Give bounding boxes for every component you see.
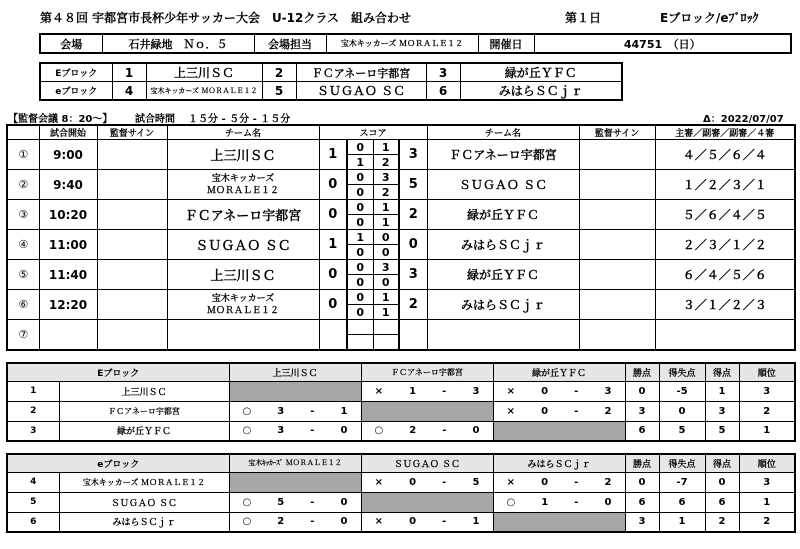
h1-score-a: 0 — [347, 200, 373, 215]
sign-box[interactable] — [97, 230, 167, 260]
result-dash: - — [574, 476, 579, 488]
sign-box[interactable] — [579, 260, 655, 290]
match-no: ④ — [7, 230, 39, 260]
team-no: 3 — [426, 63, 460, 82]
h2-score-a: 0 — [347, 305, 373, 320]
match-time — [39, 320, 97, 350]
standings-col-team: ＳＵＧＡＯ ＳＣ — [361, 454, 493, 472]
block-row — [40, 82, 622, 101]
standings-result-cell — [493, 401, 625, 421]
result-mark: ○ — [242, 405, 252, 417]
sign-box[interactable] — [97, 320, 167, 350]
result-goals-against: 1 — [340, 405, 348, 417]
standings-stat-header: 得点 — [705, 454, 739, 472]
team1-name — [167, 170, 319, 200]
team-name: みはらＳＣｊｒ — [460, 82, 622, 101]
schedule-table — [6, 124, 796, 351]
referees: ６／４／５／６ — [655, 260, 795, 290]
standings-goals-for: 6 — [705, 492, 739, 512]
team-no: 1 — [112, 63, 146, 82]
standings-points: 6 — [625, 421, 659, 441]
team1-total: 0 — [319, 260, 347, 290]
result-dash: - — [574, 385, 579, 397]
referees-header: 主審／副審／副審／４審 — [655, 125, 795, 140]
match-time-label: 試合時間 — [135, 114, 175, 125]
result-dash: - — [310, 516, 315, 528]
standings-goals-for: 0 — [705, 472, 739, 492]
standings-self-cell — [229, 381, 361, 401]
result-goals-against: 0 — [604, 496, 612, 508]
standings-stat-header: 勝点 — [625, 454, 659, 472]
sign-box[interactable] — [97, 170, 167, 200]
result-dash: - — [310, 405, 315, 417]
team2-total: 0 — [399, 230, 427, 260]
team2-total: 2 — [399, 200, 427, 230]
standings-team-no: 3 — [7, 421, 59, 441]
standings-row — [7, 381, 795, 401]
result-goals-for: 1 — [409, 385, 417, 397]
team-no: 6 — [426, 82, 460, 101]
standings-team-name: みはらＳＣｊｒ — [59, 512, 229, 532]
h2-score-b: 2 — [373, 155, 399, 170]
match-row — [7, 140, 795, 155]
standings-points: 6 — [625, 492, 659, 512]
standings-goal-diff: 0 — [659, 401, 705, 421]
standings-self-cell — [361, 401, 493, 421]
result-mark: × — [374, 385, 383, 397]
score-header: スコア — [319, 125, 427, 140]
sign-box[interactable] — [97, 200, 167, 230]
standings-goal-diff: 6 — [659, 492, 705, 512]
block-name: eブロック — [40, 82, 112, 101]
result-mark: ○ — [242, 496, 252, 508]
team-name: ＦＣアネーロ宇都宮 — [296, 63, 426, 82]
result-goals-for: 0 — [409, 516, 417, 528]
standings-goals-for: 3 — [705, 401, 739, 421]
standings-result-cell — [361, 472, 493, 492]
standings-row — [7, 401, 795, 421]
team2-name: みはらＳＣｊｒ — [427, 290, 579, 320]
team-name: 上三川ＳＣ — [146, 63, 262, 82]
h2-score-a: 1 — [347, 155, 373, 170]
match-no: ② — [7, 170, 39, 200]
standings-goals-for: 2 — [705, 512, 739, 532]
result-dash: - — [442, 476, 447, 488]
team2-name: 緑が丘ＹＦＣ — [427, 260, 579, 290]
team2-total — [399, 320, 427, 350]
sign2-header: 監督サイン — [579, 125, 655, 140]
standings-result-cell — [493, 492, 625, 512]
standings-result-cell — [229, 401, 361, 421]
team1-name — [167, 200, 319, 230]
result-dash: - — [574, 496, 579, 508]
meeting-time: 【監督会議 8：20～】 — [8, 114, 113, 125]
standings-self-cell — [493, 421, 625, 441]
team2-total: 3 — [399, 260, 427, 290]
venue-label: 会場 — [40, 34, 102, 53]
manager-value: 宝木キッカーズ ＭＯＲＡＬＥ１２ — [326, 34, 478, 53]
sign-box[interactable] — [97, 260, 167, 290]
standings-col-team: 緑が丘ＹＦＣ — [493, 363, 625, 381]
sign-header: 監督サイン — [97, 125, 167, 140]
schedule-header-row — [7, 125, 795, 140]
standings-team-no: 4 — [7, 472, 59, 492]
result-goals-for: 0 — [541, 405, 549, 417]
start-header: 試合開始 — [39, 125, 97, 140]
team2-total: 3 — [399, 140, 427, 170]
standings-col-team: 上三川ＳＣ — [229, 363, 361, 381]
h1-score-b: 1 — [373, 140, 399, 155]
match-no: ⑤ — [7, 260, 39, 290]
standings-table — [6, 453, 796, 533]
result-dash: - — [442, 425, 447, 437]
standings-team-name: 宝木キッカーズ ＭＯＲＡＬＥ１２ — [59, 472, 229, 492]
result-dash: - — [442, 385, 447, 397]
standings-stat-header: 順位 — [739, 454, 795, 472]
standings-header-row — [7, 363, 795, 381]
team1-total: 0 — [319, 290, 347, 320]
standings-team-no: 1 — [7, 381, 59, 401]
result-goals-for: 0 — [409, 476, 417, 488]
standings-self-cell — [493, 512, 625, 532]
standings-team-name: 緑が丘ＹＦＣ — [59, 421, 229, 441]
h2-score-b: 0 — [373, 245, 399, 260]
result-dash: - — [442, 516, 447, 528]
standings-result-cell — [229, 492, 361, 512]
team1-name — [167, 140, 319, 170]
standings-rank: 3 — [739, 381, 795, 401]
team1-name — [167, 260, 319, 290]
match-no: ⑦ — [7, 320, 39, 350]
standings-team-no: 6 — [7, 512, 59, 532]
team2-header: チーム名 — [427, 125, 579, 140]
result-goals-against: 2 — [604, 405, 612, 417]
standings-points: 3 — [625, 401, 659, 421]
standings-team-name: 上三川ＳＣ — [59, 381, 229, 401]
block-label: Eブロック/eﾌﾞﾛｯｸ — [660, 11, 759, 25]
h1-score-b: 1 — [373, 290, 399, 305]
standings-row — [7, 492, 795, 512]
team-no: 5 — [262, 82, 296, 101]
result-mark: ○ — [242, 425, 252, 437]
team1-total: 1 — [319, 230, 347, 260]
team1-total: 0 — [319, 200, 347, 230]
standings-rank: 2 — [739, 512, 795, 532]
result-mark: × — [506, 385, 515, 397]
match-row — [7, 320, 795, 335]
standings-stat-header: 得点 — [705, 363, 739, 381]
referees: １／２／３／１ — [655, 170, 795, 200]
team1-name-line1: 宝木キッカーズ — [211, 293, 275, 304]
standings-result-cell — [229, 512, 361, 532]
sign-box[interactable] — [579, 230, 655, 260]
date-label: 開催日 — [478, 34, 534, 53]
team1-name-line1: 上三川ＳＣ — [210, 269, 276, 284]
result-goals-for: 0 — [541, 385, 549, 397]
result-mark: × — [374, 516, 383, 528]
standings-points: 3 — [625, 512, 659, 532]
team1-name-line1: 上三川ＳＣ — [210, 149, 276, 164]
standings-goals-for: 1 — [705, 381, 739, 401]
sign-box[interactable] — [579, 200, 655, 230]
result-goals-against: 0 — [340, 516, 348, 528]
standings-goals-for: 5 — [705, 421, 739, 441]
date-value: 44751 （日） — [534, 34, 791, 53]
standings-rank: 2 — [739, 401, 795, 421]
team1-name-line2: ＭＯＲＡＬＥ１２ — [206, 305, 279, 316]
result-goals-against: 3 — [472, 385, 480, 397]
referees: ５／６／４／５ — [655, 200, 795, 230]
h2-score-a: 0 — [347, 275, 373, 290]
match-time: 11:40 — [39, 260, 97, 290]
standings-goal-diff: -7 — [659, 472, 705, 492]
sign-box[interactable] — [97, 290, 167, 320]
result-dash: - — [574, 405, 579, 417]
team-header: チーム名 — [167, 125, 319, 140]
standings-col-team: ＦＣアネーロ宇都宮 — [361, 363, 493, 381]
match-time: 11:00 — [39, 230, 97, 260]
h1-score-b — [373, 320, 399, 335]
standings-result-cell — [229, 421, 361, 441]
team1-name-line1: 宝木キッカーズ — [211, 173, 275, 184]
updated-date: Δ：2022/07/07 — [703, 114, 784, 125]
block-teams-table — [39, 62, 623, 101]
referees: ４／５／６／４ — [655, 140, 795, 170]
standings-result-cell — [493, 472, 625, 492]
match-no: ① — [7, 140, 39, 170]
block-row — [40, 63, 622, 82]
result-goals-against: 0 — [340, 425, 348, 437]
result-mark: ○ — [506, 496, 516, 508]
match-time: 12:20 — [39, 290, 97, 320]
team-name: ＳＵＧＡＯ ＳＣ — [296, 82, 426, 101]
standings-row — [7, 421, 795, 441]
standings-self-cell — [229, 472, 361, 492]
sign-box[interactable] — [579, 320, 655, 350]
result-mark: × — [374, 476, 383, 488]
match-time: 10:20 — [39, 200, 97, 230]
standings-stat-header: 得失点 — [659, 454, 705, 472]
sign-box[interactable] — [579, 140, 655, 170]
match-row — [7, 290, 795, 305]
standings-block-name: Eブロック — [7, 363, 229, 381]
result-mark: × — [506, 405, 515, 417]
standings-result-cell — [361, 512, 493, 532]
result-goals-against: 3 — [604, 385, 612, 397]
result-goals-for: 3 — [277, 405, 285, 417]
result-dash: - — [310, 425, 315, 437]
standings-col-team: 宝木ｷｯｶｰｽﾞ ＭＯＲＡＬＥ１２ — [229, 454, 361, 472]
match-row — [7, 200, 795, 215]
result-mark: ○ — [242, 516, 252, 528]
team-no: 2 — [262, 63, 296, 82]
team1-name-line1: ＳＵＧＡＯ ＳＣ — [195, 239, 291, 254]
standings-team-no: 5 — [7, 492, 59, 512]
match-row — [7, 170, 795, 185]
result-goals-against: 5 — [472, 476, 480, 488]
standings-stat-header: 得失点 — [659, 363, 705, 381]
result-goals-for: 2 — [277, 516, 285, 528]
standings-team-no: 2 — [7, 401, 59, 421]
referees: ２／３／１／２ — [655, 230, 795, 260]
team2-name — [427, 320, 579, 350]
result-mark: × — [506, 476, 515, 488]
standings-rank: 1 — [739, 492, 795, 512]
team1-name — [167, 290, 319, 320]
h1-score-a: 0 — [347, 170, 373, 185]
result-mark: ○ — [374, 425, 384, 437]
team1-name-line2: ＭＯＲＡＬＥ１２ — [206, 185, 279, 196]
h2-score-a — [347, 335, 373, 350]
referees — [655, 320, 795, 350]
match-row — [7, 260, 795, 275]
match-no: ③ — [7, 200, 39, 230]
team1-name — [167, 320, 319, 350]
team-no: 4 — [112, 82, 146, 101]
team1-name-line1: ＦＣアネーロ宇都宮 — [184, 209, 302, 224]
match-time: 9:00 — [39, 140, 97, 170]
standings-header-row — [7, 454, 795, 472]
standings-stat-header: 順位 — [739, 363, 795, 381]
standings-row — [7, 512, 795, 532]
standings-points: 0 — [625, 472, 659, 492]
team2-total: 2 — [399, 290, 427, 320]
page-title: 第４８回 宇都宮市長杯少年サッカー大会 U-12クラス 組み合わせ — [40, 11, 412, 25]
match-time-value: １５分 - ５分 - １５分 — [188, 114, 291, 125]
team1-total: 0 — [319, 170, 347, 200]
day-label: 第１日 — [565, 11, 602, 25]
standings-col-team: みはらＳＣｊｒ — [493, 454, 625, 472]
h1-score-a: 0 — [347, 260, 373, 275]
h1-score-b: 1 — [373, 200, 399, 215]
match-row — [7, 230, 795, 245]
result-goals-against: 1 — [472, 516, 480, 528]
standings-goal-diff: 5 — [659, 421, 705, 441]
standings-goal-diff: -5 — [659, 381, 705, 401]
h2-score-a: 0 — [347, 185, 373, 200]
sign-box[interactable] — [579, 170, 655, 200]
block-name: Eブロック — [40, 63, 112, 82]
standings-stat-header: 勝点 — [625, 363, 659, 381]
referees: ３／１／２／３ — [655, 290, 795, 320]
team2-name: ＳＵＧＡＯ ＳＣ — [427, 170, 579, 200]
standings-row — [7, 472, 795, 492]
standings-result-cell — [361, 421, 493, 441]
team-name: 緑が丘ＹＦＣ — [460, 63, 622, 82]
result-goals-for: 2 — [409, 425, 417, 437]
h2-score-b: 1 — [373, 215, 399, 230]
h1-score-b: 0 — [373, 230, 399, 245]
standings-rank: 3 — [739, 472, 795, 492]
team2-name: 緑が丘ＹＦＣ — [427, 200, 579, 230]
match-time: 9:40 — [39, 170, 97, 200]
team2-total: 5 — [399, 170, 427, 200]
team-name: 宝木キッカーズ ＭＯＲＡＬＥ１２ — [146, 82, 262, 101]
result-goals-for: 5 — [277, 496, 285, 508]
result-dash: - — [310, 496, 315, 508]
standings-points: 0 — [625, 381, 659, 401]
sign-box[interactable] — [97, 140, 167, 170]
h1-score-b: 3 — [373, 260, 399, 275]
team2-name: みはらＳＣｊｒ — [427, 230, 579, 260]
h1-score-b: 3 — [373, 170, 399, 185]
standings-goal-diff: 1 — [659, 512, 705, 532]
standings-result-cell — [361, 381, 493, 401]
h1-score-a: 0 — [347, 290, 373, 305]
result-goals-for: 1 — [541, 496, 549, 508]
h2-score-b: 0 — [373, 275, 399, 290]
team1-total: 1 — [319, 140, 347, 170]
team1-name — [167, 230, 319, 260]
h2-score-a: 0 — [347, 245, 373, 260]
h1-score-a: 1 — [347, 230, 373, 245]
result-goals-against: 2 — [604, 476, 612, 488]
sign-box[interactable] — [579, 290, 655, 320]
standings-rank: 1 — [739, 421, 795, 441]
result-goals-for: 3 — [277, 425, 285, 437]
standings-result-cell — [493, 381, 625, 401]
team2-name: ＦＣアネーロ宇都宮 — [427, 140, 579, 170]
standings-block-name: eブロック — [7, 454, 229, 472]
h1-score-a: 0 — [347, 140, 373, 155]
venue-value: 石井緑地 Ｎｏ．５ — [102, 34, 254, 53]
standings-table — [6, 362, 796, 442]
h2-score-a: 0 — [347, 215, 373, 230]
result-goals-for: 0 — [541, 476, 549, 488]
standings-self-cell — [361, 492, 493, 512]
result-goals-against: 0 — [472, 425, 480, 437]
result-goals-against: 0 — [340, 496, 348, 508]
match-no: ⑥ — [7, 290, 39, 320]
h2-score-b — [373, 335, 399, 350]
h1-score-a — [347, 320, 373, 335]
standings-team-name: ＦＣアネーロ宇都宮 — [59, 401, 229, 421]
standings-team-name: ＳＵＧＡＯ ＳＣ — [59, 492, 229, 512]
manager-label: 会場担当 — [254, 34, 326, 53]
venue-table — [39, 33, 792, 54]
h2-score-b: 1 — [373, 305, 399, 320]
h2-score-b: 2 — [373, 185, 399, 200]
team1-total — [319, 320, 347, 350]
